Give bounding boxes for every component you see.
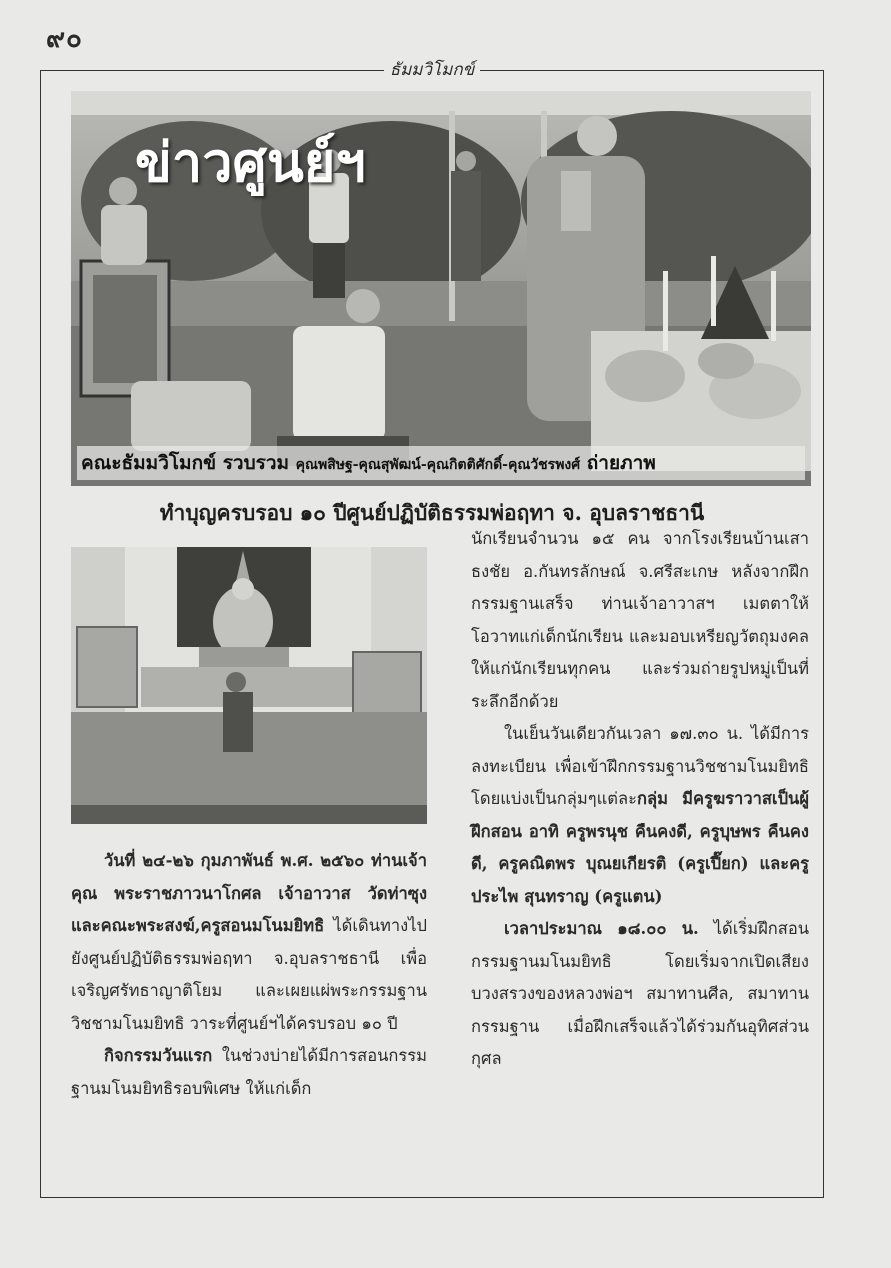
page-number: ๙๐ — [46, 24, 83, 54]
right-para2-body: ในเย็นวันเดียวกันเวลา ๑๗.๓๐ น. ได้มีการลงทะเบียน เพื่อเข้าฝึกกรรมฐานวิชชามโนมยิทธิ โดยแบ่งเป็นกลุ่มๆแต่ละ — [471, 724, 809, 808]
group-photo — [71, 547, 427, 824]
right-para3-body: ได้เริ่มฝึกสอนกรรมฐานมโนมยิทธิ โดยเริ่มจากเปิดเสียงบวงสรวงของหลวงพ่อฯ สมาทานศีล, สมาทานกรรมฐาน เมื่อฝึกเสร็จแล้วได้ร่วมกันอุทิศส่วนกุศล — [471, 919, 810, 1068]
photo-credit — [77, 446, 805, 480]
hero-photo — [71, 91, 811, 486]
running-header — [41, 56, 823, 83]
left-para1-body: ได้เดินทางไปยังศูนย์ปฏิบัติธรรมพ่อฤทา จ.อุบลราชธานี เพื่อเจริญศรัทธาญาติโยม และเผยแผ่พระกรรมฐานวิชชามโนมยิทธิ วาระที่ศูนย์ฯได้ครบรอบ ๑๐ ปี — [71, 916, 427, 1033]
left-column — [71, 845, 427, 1105]
right-paragraph-3 — [471, 913, 809, 1076]
right-para3-lead: เวลาประมาณ ๑๘.๐๐ น. — [504, 919, 699, 938]
group-photo-image — [71, 547, 427, 824]
credit-tail: ถ่ายภาพ — [580, 452, 656, 474]
credit-names: คุณพสิษฐ-คุณสุพัฒน์-คุณกิตติศักดิ์-คุณวัชรพงศ์ — [295, 457, 581, 473]
credit-main: คณะธัมมวิโมกข์ รวบรวม — [81, 452, 296, 474]
right-para2-bold: กลุ่ม มีครูฆราวาสเป็นผู้ฝึกสอน อาทิ ครูพรนุช คืนคงดี, ครูบุษพร คืนคงดี, ครูคณิตพร บุณยเกียรติ (ครูเปี๊ยก) และครูประไพ สุนทราญ (ครูแตน) — [471, 789, 809, 906]
left-paragraph-1 — [71, 845, 427, 1040]
left-para1-lead: วันที่ ๒๔-๒๖ กุมภาพันธ์ พ.ศ. ๒๕๖๐ ท่านเจ้าคุณ พระราชภาวนาโกศล เจ้าอาวาส วัดท่าซุง และคณะพระสงฆ์,ครูสอนมโนมยิทธิ — [71, 851, 427, 935]
left-paragraph-2 — [71, 1040, 427, 1105]
right-paragraph-1: นักเรียนจำนวน ๑๕ คน จากโรงเรียนบ้านเสาธงชัย อ.กันทรลักษณ์ จ.ศรีสะเกษ หลังจากฝึกกรรมฐานเสร็จ ท่านเจ้าอาวาสฯ เมตตาให้โอวาทแก่เด็กนักเรียน และมอบเหรียญวัตถุมงคลให้แก่นักเรียนทุกคน และร่วมถ่ายรูปหมู่เป็นที่ระลึกอีกด้วย — [471, 529, 809, 711]
right-column — [471, 523, 809, 1076]
right-paragraph-2 — [471, 718, 809, 913]
left-para2-lead: กิจกรรมวันแรก — [104, 1046, 213, 1065]
section-title: ข่าวศูนย์ฯ — [135, 130, 366, 194]
article-frame — [40, 60, 824, 1198]
left-para2-body: ในช่วงบ่ายได้มีการสอนกรรมฐานมโนมยิทธิรอบพิเศษ ให้แก่เด็ก — [71, 1046, 427, 1098]
running-header-text: ธัมมวิโมกข์ — [384, 60, 481, 80]
article-headline: ทำบุญครบรอบ ๑๐ ปีศูนย์ปฏิบัติธรรมพ่อฤทา จ. อุบลราชธานี — [159, 500, 705, 525]
